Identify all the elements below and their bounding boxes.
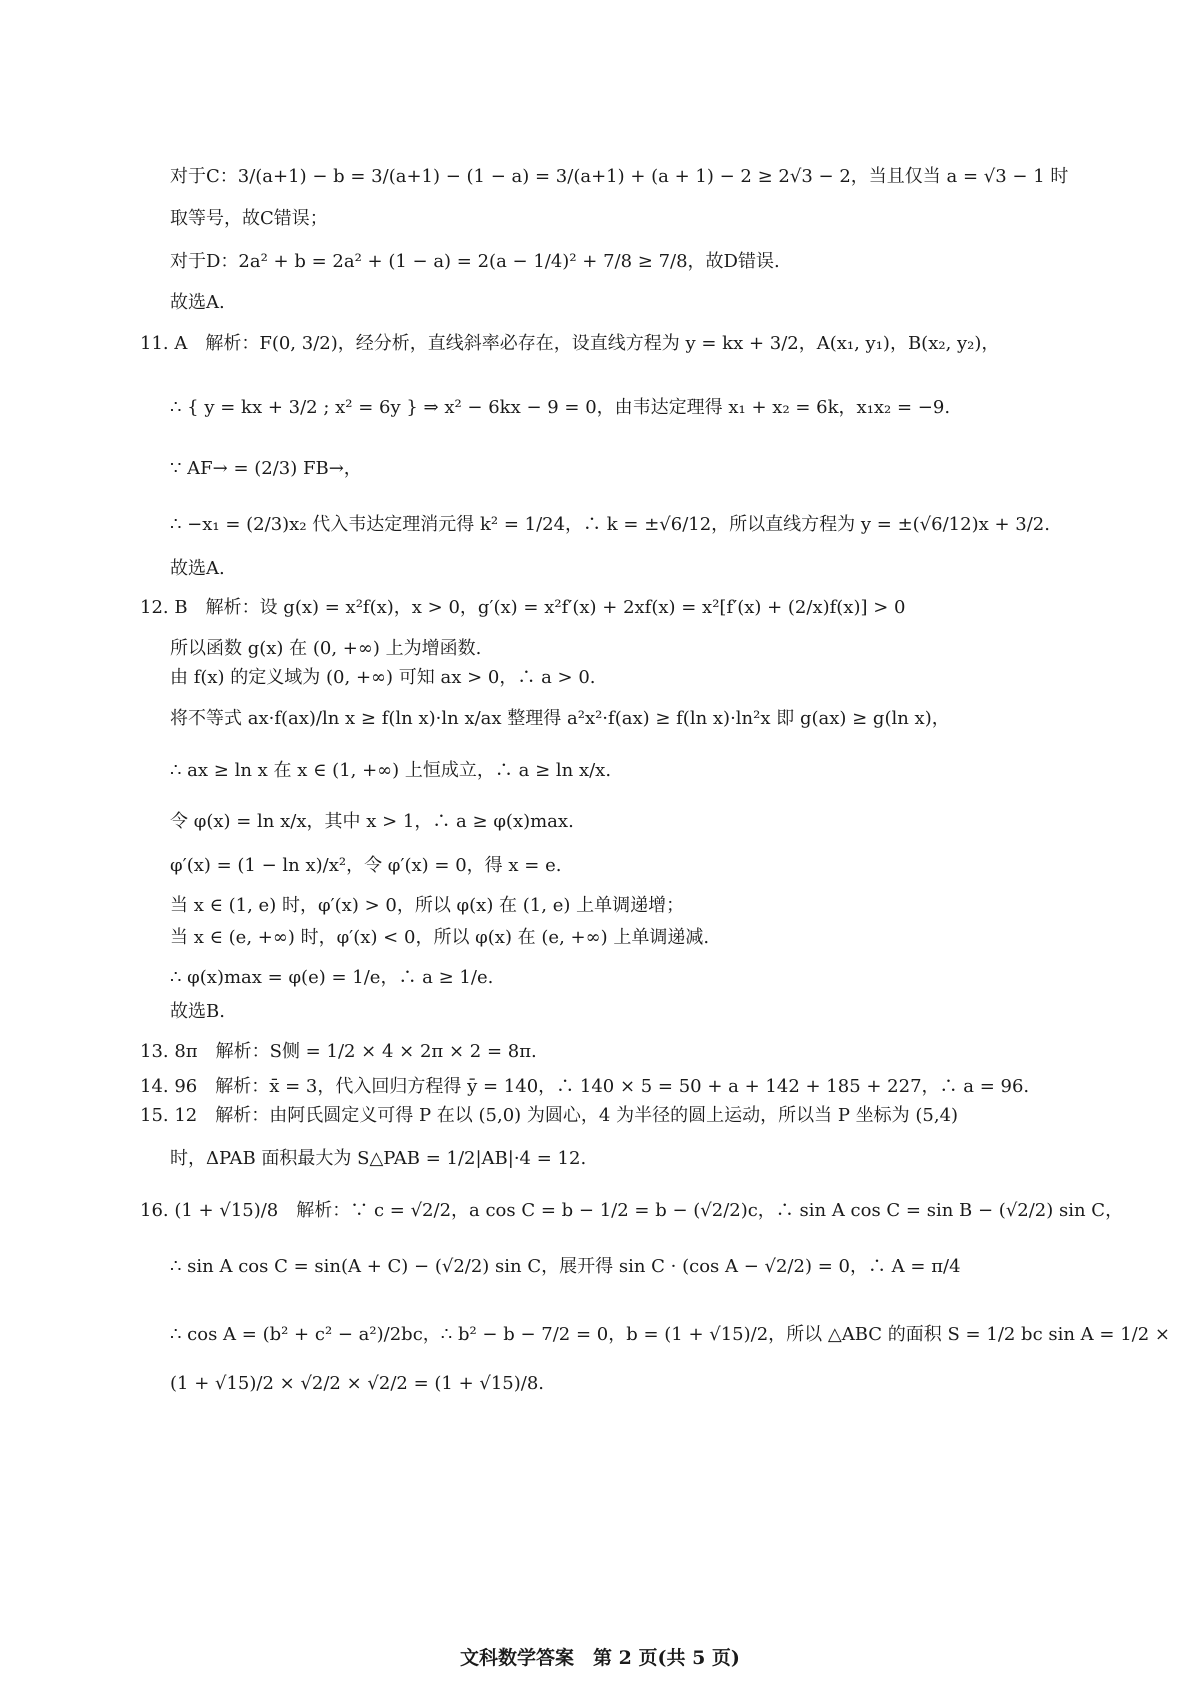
problem-15: 15. 12 解析：由阿氏圆定义可得 P 在以 (5,0) 为圆心，4 为半径的圆上运动，所以当 P 坐标为 (5,4) bbox=[140, 1105, 959, 1126]
text-line: φ′(x) = (1 − ln x)/x²，令 φ′(x) = 0，得 x = e. bbox=[170, 855, 562, 876]
problem-11-header: 11. A 解析：F(0, 3/2)，经分析，直线斜率必存在，设直线方程为 y = kx + 3/2，A(x₁, y₁)，B(x₂, y₂)， bbox=[140, 333, 1000, 354]
text-line: 当 x ∈ (1, e) 时，φ′(x) > 0，所以 φ(x) 在 (1, e) 上单调递增； bbox=[170, 895, 685, 916]
text-line: 故选B. bbox=[170, 1001, 225, 1022]
text-line: ∴ sin A cos C = sin(A + C) − (√2/2) sin C，展开得 sin C · (cos A − √2/2) = 0，∴ A = π/4 bbox=[170, 1256, 961, 1277]
text-line: 令 φ(x) = ln x/x，其中 x > 1，∴ a ≥ φ(x)max. bbox=[170, 811, 574, 832]
text-line: ∴ { y = kx + 3/2 ; x² = 6y } ⇒ x² − 6kx − 9 = 0，由韦达定理得 x₁ + x₂ = 6k，x₁x₂ = −9. bbox=[170, 397, 951, 418]
text-line: 由 f(x) 的定义域为 (0, +∞) 可知 ax > 0，∴ a > 0. bbox=[170, 667, 596, 688]
text-line: 故选A. bbox=[170, 558, 225, 579]
text-line: 对于D：2a² + b = 2a² + (1 − a) = 2(a − 1/4)² + 7/8 ≥ 7/8，故D错误. bbox=[170, 251, 780, 272]
text-line: ∴ φ(x)max = φ(e) = 1/e，∴ a ≥ 1/e. bbox=[170, 967, 494, 988]
problem-12-header: 12. B 解析：设 g(x) = x²f(x)，x > 0，g′(x) = x²f′(x) + 2xf(x) = x²[f′(x) + (2/x)f(x)] > 0 bbox=[140, 597, 906, 618]
text-line: 时，ΔPAB 面积最大为 S△PAB = 1/2|AB|·4 = 12. bbox=[170, 1148, 587, 1169]
text-line: ∴ cos A = (b² + c² − a²)/2bc，∴ b² − b − 7/2 = 0，b = (1 + √15)/2，所以 △ABC 的面积 S = 1/2 bc sin A = 1/2 × bbox=[170, 1324, 1170, 1345]
text-line: 将不等式 ax·f(ax)/ln x ≥ f(ln x)·ln x/ax 整理得 a²x²·f(ax) ≥ f(ln x)·ln²x 即 g(ax) ≥ g(ln x)， bbox=[170, 708, 950, 729]
text-line: 所以函数 g(x) 在 (0, +∞) 上为增函数. bbox=[170, 638, 482, 659]
text-line: 故选A. bbox=[170, 292, 225, 313]
problem-16-header: 16. (1 + √15)/8 解析：∵ c = √2/2，a cos C = b − 1/2 = b − (√2/2)c，∴ sin A cos C = sin B − (√2/2) sin C， bbox=[140, 1200, 1124, 1221]
problem-13: 13. 8π 解析：S侧 = 1/2 × 4 × 2π × 2 = 8π. bbox=[140, 1041, 537, 1062]
text-line: 对于C：3/(a+1) − b = 3/(a+1) − (1 − a) = 3/(a+1) + (a + 1) − 2 ≥ 2√3 − 2，当且仅当 a = √3 − 1 时 bbox=[170, 166, 1069, 187]
text-line: (1 + √15)/2 × √2/2 × √2/2 = (1 + √15)/8. bbox=[170, 1373, 545, 1394]
problem-14: 14. 96 解析：x̄ = 3，代入回归方程得 ȳ = 140，∴ 140 × 5 = 50 + a + 142 + 185 + 227，∴ a = 96. bbox=[140, 1076, 1030, 1097]
text-line: ∵ AF→ = (2/3) FB→， bbox=[170, 458, 362, 479]
page-footer: 文科数学答案 第 2 页(共 5 页) bbox=[460, 1647, 740, 1669]
text-line: ∴ −x₁ = (2/3)x₂ 代入韦达定理消元得 k² = 1/24，∴ k = ±√6/12，所以直线方程为 y = ±(√6/12)x + 3/2. bbox=[170, 514, 1050, 535]
text-line: 取等号，故C错误； bbox=[170, 208, 328, 229]
text-line: 当 x ∈ (e, +∞) 时，φ′(x) < 0，所以 φ(x) 在 (e, +∞) 上单调递减. bbox=[170, 927, 710, 948]
text-line: ∴ ax ≥ ln x 在 x ∈ (1, +∞) 上恒成立，∴ a ≥ ln x/x. bbox=[170, 760, 612, 781]
